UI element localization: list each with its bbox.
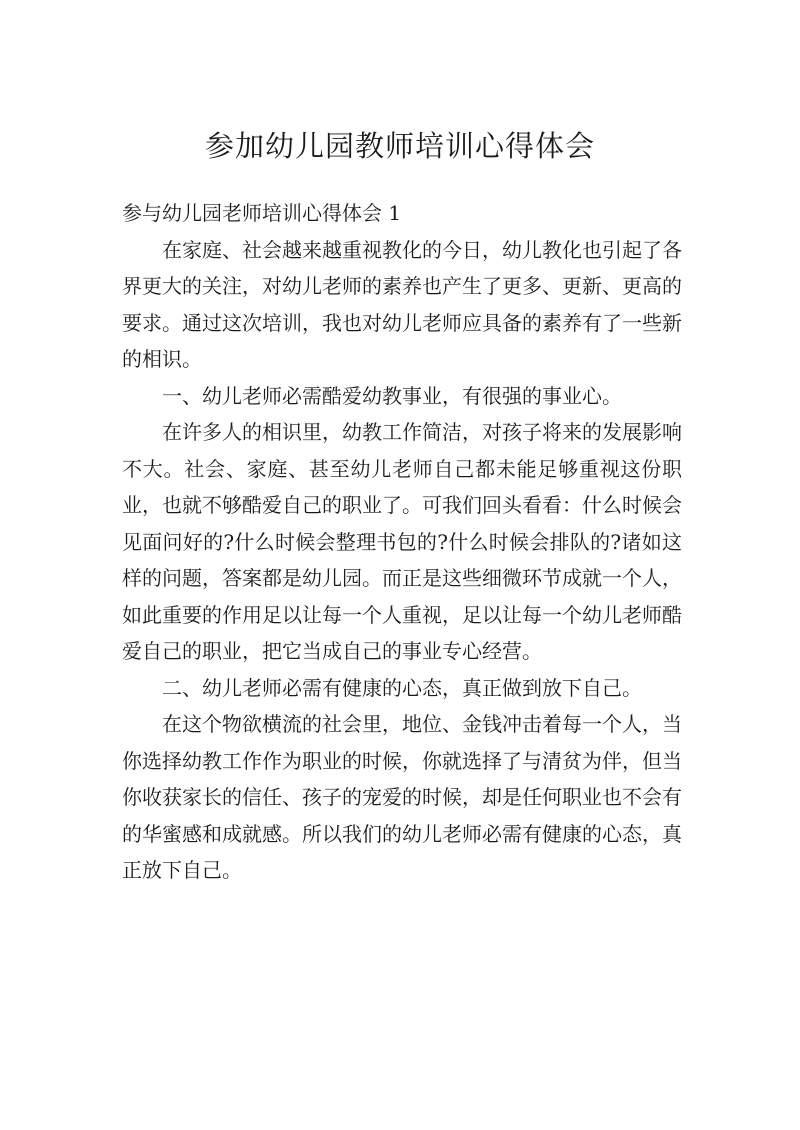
document-title: 参加幼儿园教师培训心得体会 [204, 129, 595, 163]
paragraph-intro: 在家庭、社会越来越重视教化的今日，幼儿教化也引起了各界更大的关注，对幼儿老师的素养也产生了更多、更新、更高的要求。通过这次培训，我也对幼儿老师应具备的素养有了一些新的相识。 [122, 237, 682, 371]
document-body [122, 195, 682, 889]
section-subtitle: 参与幼儿园老师培训心得体会 1 [122, 201, 402, 225]
paragraph-one: 在许多人的相识里，幼教工作简洁，对孩子将来的发展影响不大。社会、家庭、甚至幼儿老师自己都未能足够重视这份职业，也就不够酷爱自己的职业了。可我们回头看看：什么时候会见面问好的?什么时候会整理书包的?什么时候会排队的?诸如这样的问题，答案都是幼儿园。而正是这些细微环节成就一个人，如此重要的作用足以让每一个人重视，足以让每一个幼儿老师酷爱自己的职业，把它当成自己的事业专心经营。 [122, 420, 682, 663]
section-heading-one: 一、幼儿老师必需酷爱幼教事业，有很强的事业心。 [162, 383, 622, 408]
section-heading-two: 二、幼儿老师必需有健康的心态，真正做到放下自己。 [162, 675, 642, 700]
paragraph-two: 在这个物欲横流的社会里，地位、金钱冲击着每一个人，当你选择幼教工作作为职业的时候，你就选择了与清贫为伴，但当你收获家长的信任、孩子的宠爱的时候，却是任何职业也不会有的华蜜感和成就感。所以我们的幼儿老师必需有健康的心态，真正放下自己。 [122, 712, 682, 882]
